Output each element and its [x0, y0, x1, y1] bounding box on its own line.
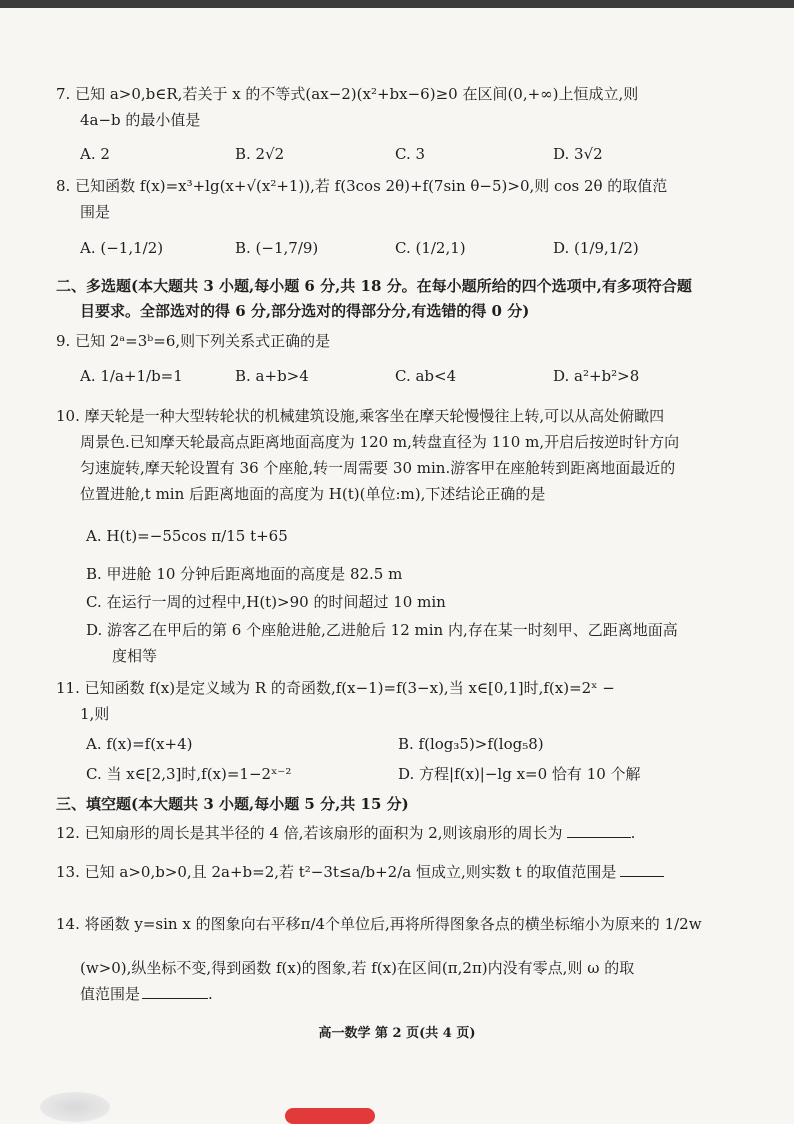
q8-line-2: 围是 [80, 203, 111, 221]
q11-option-c: C. 当 x∈[2,3]时,f(x)=1−2ˣ⁻² [86, 765, 292, 783]
q13-text: 13. 已知 a>0,b>0,且 2a+b=2,若 t²−3t≤a/b+2/a 恒成立,则实数 t 的取值范围是 [56, 863, 617, 881]
page-footer: 高一数学 第 2 页(共 4 页) [318, 1026, 476, 1041]
q11-option-b: B. f(log₃5)>f(log₅8) [398, 735, 544, 753]
red-tab-artifact [285, 1108, 375, 1124]
q11-line-1: 11. 已知函数 f(x)是定义域为 R 的奇函数,f(x−1)=f(3−x),当 x∈[0,1]时,f(x)=2ˣ − [56, 679, 615, 697]
q13-answer-blank[interactable] [620, 862, 664, 877]
q10-option-d-line-1: D. 游客乙在甲后的第 6 个座舱进舱,乙进舱后 12 min 内,存在某一时刻甲、乙距离地面高 [86, 621, 678, 639]
q12-text: 12. 已知扇形的周长是其半径的 4 倍,若该扇形的面积为 2,则该扇形的周长为 [56, 824, 563, 842]
q10-option-a: A. H(t)=−55cos π/15 t+65 [86, 527, 288, 545]
q7-option-c: C. 3 [395, 145, 426, 163]
q7-option-b: B. 2√2 [235, 145, 285, 163]
q8-option-c: C. (1/2,1) [395, 239, 466, 257]
q10-option-b: B. 甲进舱 10 分钟后距离地面的高度是 82.5 m [86, 565, 403, 583]
q13-line-1 [56, 862, 664, 882]
q8-line-1: 8. 已知函数 f(x)=x³+lg(x+√(x²+1)),若 f(3cos 2θ)+f(7sin θ−5)>0,则 cos 2θ 的取值范 [56, 177, 668, 195]
section-3-heading: 三、填空题(本大题共 3 小题,每小题 5 分,共 15 分) [56, 795, 409, 813]
q10-option-c: C. 在运行一周的过程中,H(t)>90 的时间超过 10 min [86, 593, 446, 611]
q11-option-d: D. 方程|f(x)|−lg x=0 恰有 10 个解 [398, 765, 641, 783]
q14-line-3: 值范围是 . [80, 985, 213, 1003]
q10-line-2: 周景色.已知摩天轮最高点距离地面高度为 120 m,转盘直径为 110 m,开启后按逆时针方向 [80, 433, 680, 451]
q14-line-1: 14. 将函数 y=sin x 的图象向右平移π/4个单位后,再将所得图象各点的横坐标缩小为原来的 1/2w [56, 915, 702, 933]
q9-line-1: 9. 已知 2ᵃ=3ᵇ=6,则下列关系式正确的是 [56, 332, 331, 350]
q8-option-a: A. (−1,1/2) [80, 239, 164, 257]
scan-artifact [40, 1092, 110, 1122]
q8-option-d: D. (1/9,1/2) [553, 239, 639, 257]
q14-text-3: 值范围是 [80, 985, 141, 1003]
q10-line-3: 匀速旋转,摩天轮设置有 36 个座舱,转一周需要 30 min.游客甲在座舱转到距离地面最近的 [80, 459, 676, 477]
q12-line-1: 12. 已知扇形的周长是其半径的 4 倍,若该扇形的面积为 2,则该扇形的周长为 . [56, 824, 636, 842]
q7-line-1: 7. 已知 a>0,b∈R,若关于 x 的不等式(ax−2)(x²+bx−6)≥0 在区间(0,+∞)上恒成立,则 [56, 85, 639, 103]
q7-line-2: 4a−b 的最小值是 [80, 111, 201, 129]
q11-line-2: 1,则 [80, 705, 110, 723]
q7-option-a: A. 2 [80, 145, 110, 163]
q10-line-4: 位置进舱,t min 后距离地面的高度为 H(t)(单位:m),下述结论正确的是 [80, 485, 546, 503]
q8-option-b: B. (−1,7/9) [235, 239, 319, 257]
q9-option-a: A. 1/a+1/b=1 [80, 367, 183, 385]
q10-line-1: 10. 摩天轮是一种大型转轮状的机械建筑设施,乘客坐在摩天轮慢慢往上转,可以从高处俯瞰四 [56, 407, 665, 425]
q10-option-d-line-2: 度相等 [112, 647, 158, 665]
q11-option-a: A. f(x)=f(x+4) [86, 735, 193, 753]
q9-option-c: C. ab<4 [395, 367, 457, 385]
q12-answer-blank[interactable] [567, 823, 631, 838]
section-2-heading-line-2: 目要求。全部选对的得 6 分,部分选对的得部分分,有选错的得 0 分) [80, 302, 530, 320]
q14-answer-blank[interactable] [142, 984, 208, 999]
q14-line-2: (w>0),纵坐标不变,得到函数 f(x)的图象,若 f(x)在区间(π,2π)内没有零点,则 ω 的取 [80, 959, 635, 977]
section-2-heading-line-1: 二、多选题(本大题共 3 小题,每小题 6 分,共 18 分。在每小题所给的四个选项中,有多项符合题 [56, 277, 692, 295]
q9-option-d: D. a²+b²>8 [553, 367, 640, 385]
q7-option-d: D. 3√2 [553, 145, 603, 163]
q9-option-b: B. a+b>4 [235, 367, 309, 385]
